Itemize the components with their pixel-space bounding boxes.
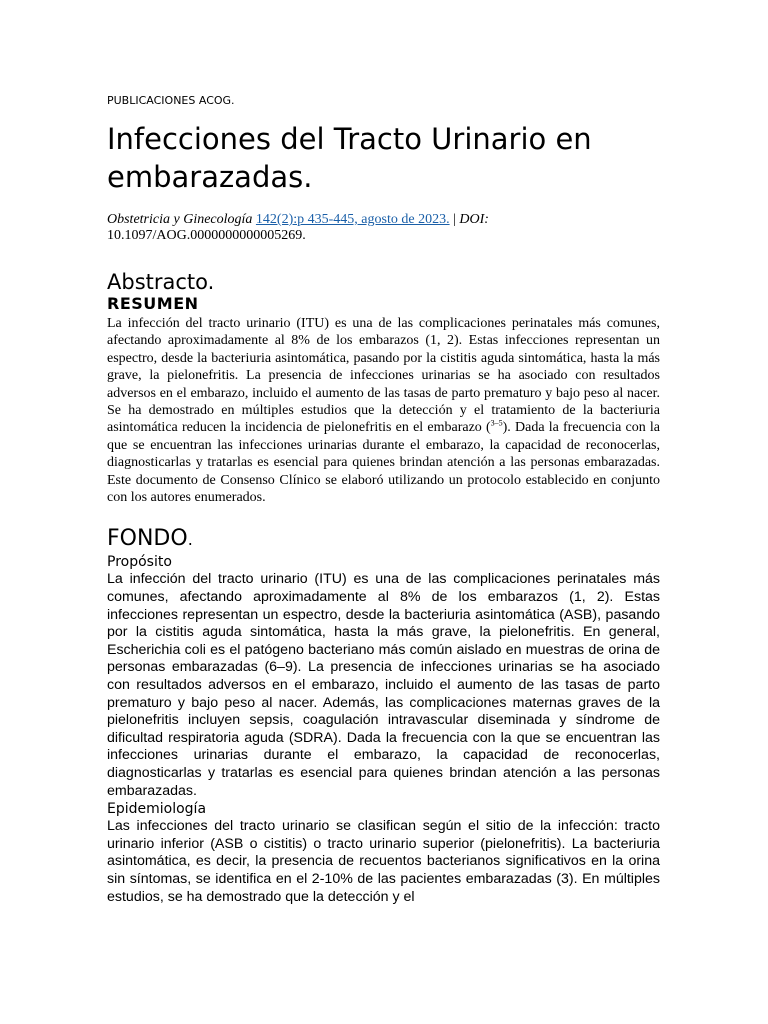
citation	[107, 212, 660, 244]
page-title: Infecciones del Tracto Urinario en embarazadas.	[107, 122, 592, 194]
abstract-text-part2: ). Dada la frecuencia con la que se encuentran las infecciones urinarias durante el embarazo, la capacidad de reconocerlas, diagnosticarlas y tratarlas es esencial para quienes brindan atención a las personas embarazadas. Este documento de Consenso Clínico se elaboró utilizando un protocolo establecido en conjunto con los autores enumerados.	[107, 420, 660, 506]
document-page	[107, 94, 660, 906]
abstract-heading: Abstracto.	[107, 270, 215, 294]
citation-separator: |	[449, 212, 460, 227]
doi-label: DOI:	[459, 212, 489, 227]
abstract-reference-superscript: 3–5	[490, 418, 503, 428]
fondo-heading-text: FONDO	[107, 526, 188, 552]
citation-link[interactable]: 142(2):p 435-445, agosto de 2023.	[255, 212, 450, 227]
fondo-heading	[107, 526, 660, 553]
purpose-heading: Propósito	[107, 554, 172, 571]
journal-name: Obstetricia y Ginecología	[107, 212, 253, 227]
epidemiology-heading: Epidemiología	[107, 801, 207, 818]
epidemiology-paragraph: Las infecciones del tracto urinario se clasifican según el sitio de la infección: tracto urinario inferior (ASB o cistitis) o tracto urinario superior (pielonefritis). La bacteriuria asintomática, es decir, la presencia de recuentos bacterianos significativos en la orina sin síntomas, se identifica en el 2-10% de las pacientes embarazadas (3). En múltiples estudios, se ha demostrado que la detección y el	[107, 818, 660, 905]
doi-value: 10.1097/AOG.0000000000005269.	[107, 228, 306, 243]
purpose-paragraph: La infección del tracto urinario (ITU) es una de las complicaciones perinatales más comunes, afectando aproximadamente al 8% de los embarazos (1, 2). Estas infecciones representan un espectro, desde la bacteriuria asintomática (ASB), pasando por la cistitis aguda sintomática, hasta la más grave, la pielonefritis. En general, Escherichia coli es el patógeno bacteriano más común aislado en muestras de orina de personas embarazadas (6–9). La presencia de infecciones urinarias se ha asociado con resultados adversos en el embarazo, incluido el aumento de las tasas de parto prematuro y bajo peso al nacer. Además, las complicaciones maternas graves de la pielonefritis incluyen sepsis, coagulación intravascular diseminada y síndrome de dificultad respiratoria aguda (SDRA). Dada la frecuencia con la que se encuentran las infecciones urinarias durante el embarazo, la capacidad de reconocerlas, diagnosticarlas y tratarlas es esencial para quienes brindan atención a las personas embarazadas.	[107, 571, 660, 799]
abstract-paragraph	[107, 315, 660, 506]
resumen-heading: RESUMEN	[107, 294, 199, 313]
fondo-heading-dot: .	[187, 530, 193, 550]
abstract-text-part1: La infección del tracto urinario (ITU) es una de las complicaciones perinatales más comunes, afectando aproximadamente al 8% de los embarazos (1, 2). Estas infecciones representan un espectro, desde la bacteriuria asintomática, pasando por la cistitis aguda sintomática, hasta la más grave, la pielonefritis. La presencia de infecciones urinarias se ha asociado con resultados adversos en el embarazo, incluido el aumento de las tasas de parto prematuro y bajo peso al nacer. Se ha demostrado en múltiples estudios que la detección y el tratamiento de la bacteriuria asintomática reducen la incidencia de pielonefritis en el embarazo (	[107, 316, 660, 436]
publisher-label: PUBLICACIONES ACOG.	[107, 94, 235, 107]
